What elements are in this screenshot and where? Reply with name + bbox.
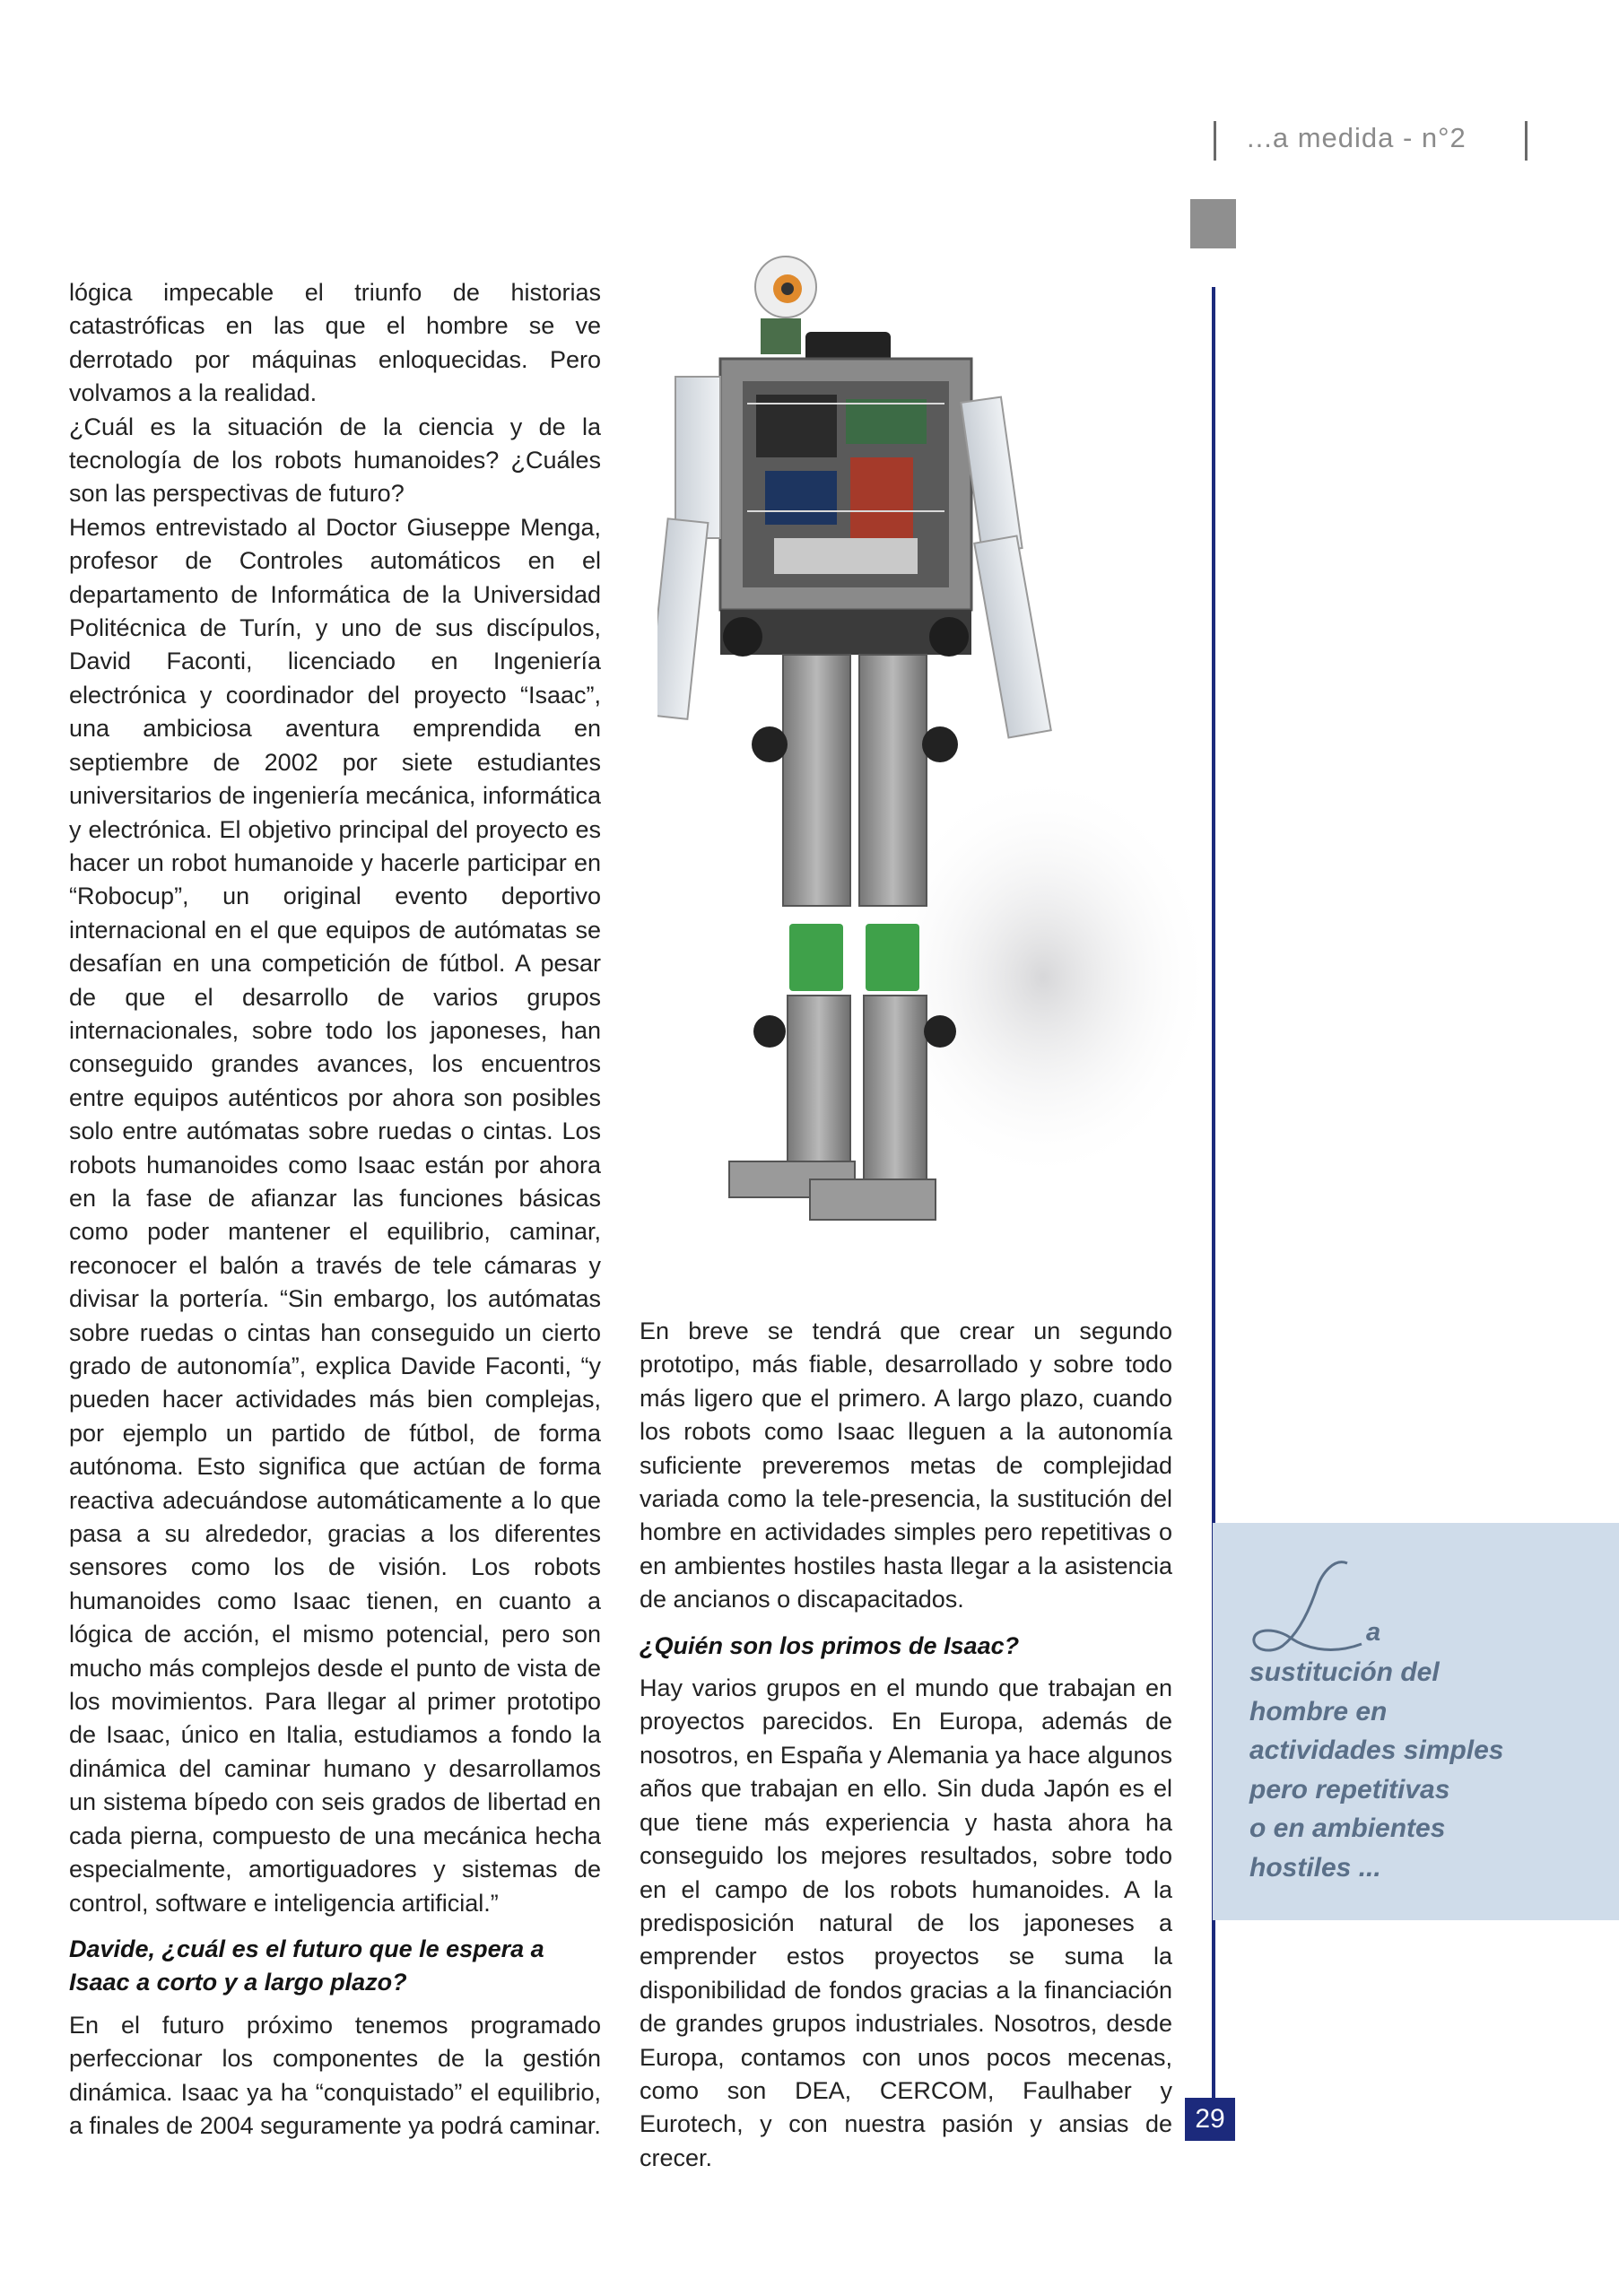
header-divider-left bbox=[1214, 121, 1216, 161]
header-divider-right bbox=[1525, 121, 1528, 161]
body-paragraph: Hay varios grupos en el mundo que trabajan en proyectos parecidos. En Europa, además de nosotros, en España y Alemania ya hace algunos años que trabajan en ello. Sin duda Japón es el que tiene más experiencia y hasta ahora ha conseguido los mejores resultados, sobre todo en el campo de los robots humanoides. A la predisposición natural de los japoneses a emprender estos proyectos se suma la disponibilidad de fondos gracias a la financiación de grandes grupos industriales. Nosotros, desde Europa, contamos con unos pocos mecenas, como son DEA, CERCOM, Faulhaber y Eurotech, y con nuestra pasión y ansias de crecer. bbox=[640, 1674, 1172, 2171]
pull-quote-line: pero repetitivas bbox=[1249, 1774, 1450, 1805]
body-paragraph: En breve se tendrá que crear un segundo prototipo, más fiable, desarrollado y sobre todo más ligero que el primero. A largo plazo, cuando los robots como Isaac lleguen a la autonomía suficiente preveremos metas de complejidad variada como la tele-presencia, la sustitución del hombre en actividades simples pero repetitivas o en ambientes hostiles hasta llegar a la asistencia de ancianos o discapacitados. bbox=[640, 1318, 1172, 1613]
pull-quote-first-fragment: a bbox=[1366, 1618, 1381, 1647]
decorative-square bbox=[1190, 199, 1236, 248]
body-paragraph: En el futuro próximo tenemos programado perfeccionar los componentes de la gestión dinámica. Isaac ya ha “conquistado” el equilibrio, a finales de 2004 seguramente ya podrá caminar. bbox=[69, 2011, 601, 2139]
right-column bbox=[640, 1315, 1172, 2175]
body-paragraph: Hemos entrevistado al Doctor Giuseppe Menga, profesor de Controles automáticos en el departamento de Informática de la Universidad Politécnica de Turín, y uno de sus discípulos, David Faconti, licenciado en Ingeniería electrónica y coordinador del proyecto “Isaac”, una ambiciosa aventura emprendida en septiembre de 2002 por siete estudiantes universitarios de ingeniería mecánica, informática y electrónica. El objetivo principal del proyecto es hacer un robot humanoide y hacerle participar en “Robocup”, un original evento deportivo internacional en el que equipos de autómatas se desafían en una competición de fútbol. A pesar de que el desarrollo de varios grupos internacionales, sobre todo los japoneses, han conseguido grandes avances, los encuentros entre equipos auténticos por ahora son posibles solo entre autómatas sobre ruedas o cintas. Los robots humanoides como Isaac están por ahora en la fase de afianzar las funciones básicas como poder mantener el equilibrio, caminar, reconocer el balón a través de tele cámaras y divisar la portería. “Sin embargo, los autómatas sobre ruedas o cintas han conseguido un cierto grado de autonomía”, explica Davide Faconti, “y pueden hacer actividades más bien complejas, por ejemplo un partido de fútbol, de forma autónoma. Esto significa que actúan de forma reactiva adecuándose automáticamente a lo que pasa a su alrededor, gracias a los diferentes sensores como los de visión. Los robots humanoides como Isaac tienen, en cuanto a lógica de acción, el mismo potencial, pero son mucho más complejos desde el punto de vista de los movimientos. Para llegar al primer prototipo de Isaac, único en Italia, estudiamos a fondo la dinámica del caminar humano y desarrollamos un sistema bípedo con seis grados de libertad en cada pierna, compuesto de una mecánica hecha especialmente, amortiguadores y sistemas de control, software e inteligencia artificial.” bbox=[69, 513, 601, 1917]
left-column bbox=[69, 276, 601, 2143]
section-heading: ¿Quién son los primos de Isaac? bbox=[640, 1631, 1020, 1659]
running-head: ...a medida - n°2 bbox=[1247, 122, 1467, 153]
pull-quote-line: sustitución del bbox=[1249, 1657, 1440, 1687]
pull-quote-line: actividades simples bbox=[1249, 1735, 1504, 1765]
robot-photo bbox=[657, 242, 1214, 1238]
pull-quote-line: hombre en bbox=[1249, 1696, 1388, 1726]
pull-quote-line: o en ambientes bbox=[1249, 1813, 1446, 1843]
pull-quote-initial bbox=[1247, 1556, 1381, 1664]
body-paragraph: ¿Cuál es la situación de la ciencia y de la tecnología de los robots humanoides? ¿Cuáles son las perspectivas de futuro? bbox=[69, 413, 601, 508]
interview-question: Davide, ¿cuál es el futuro que le espera a Isaac a corto y a largo plazo? bbox=[69, 1935, 544, 1996]
page-number: 29 bbox=[1185, 2098, 1235, 2141]
pull-quote-text bbox=[1249, 1653, 1599, 1887]
body-paragraph: lógica impecable el triunfo de historias catastróficas en las que el hombre se ve derrotado por máquinas enloquecidas. Pero volvamos a la realidad. bbox=[69, 279, 601, 407]
pull-quote-line: hostiles ... bbox=[1249, 1852, 1381, 1883]
